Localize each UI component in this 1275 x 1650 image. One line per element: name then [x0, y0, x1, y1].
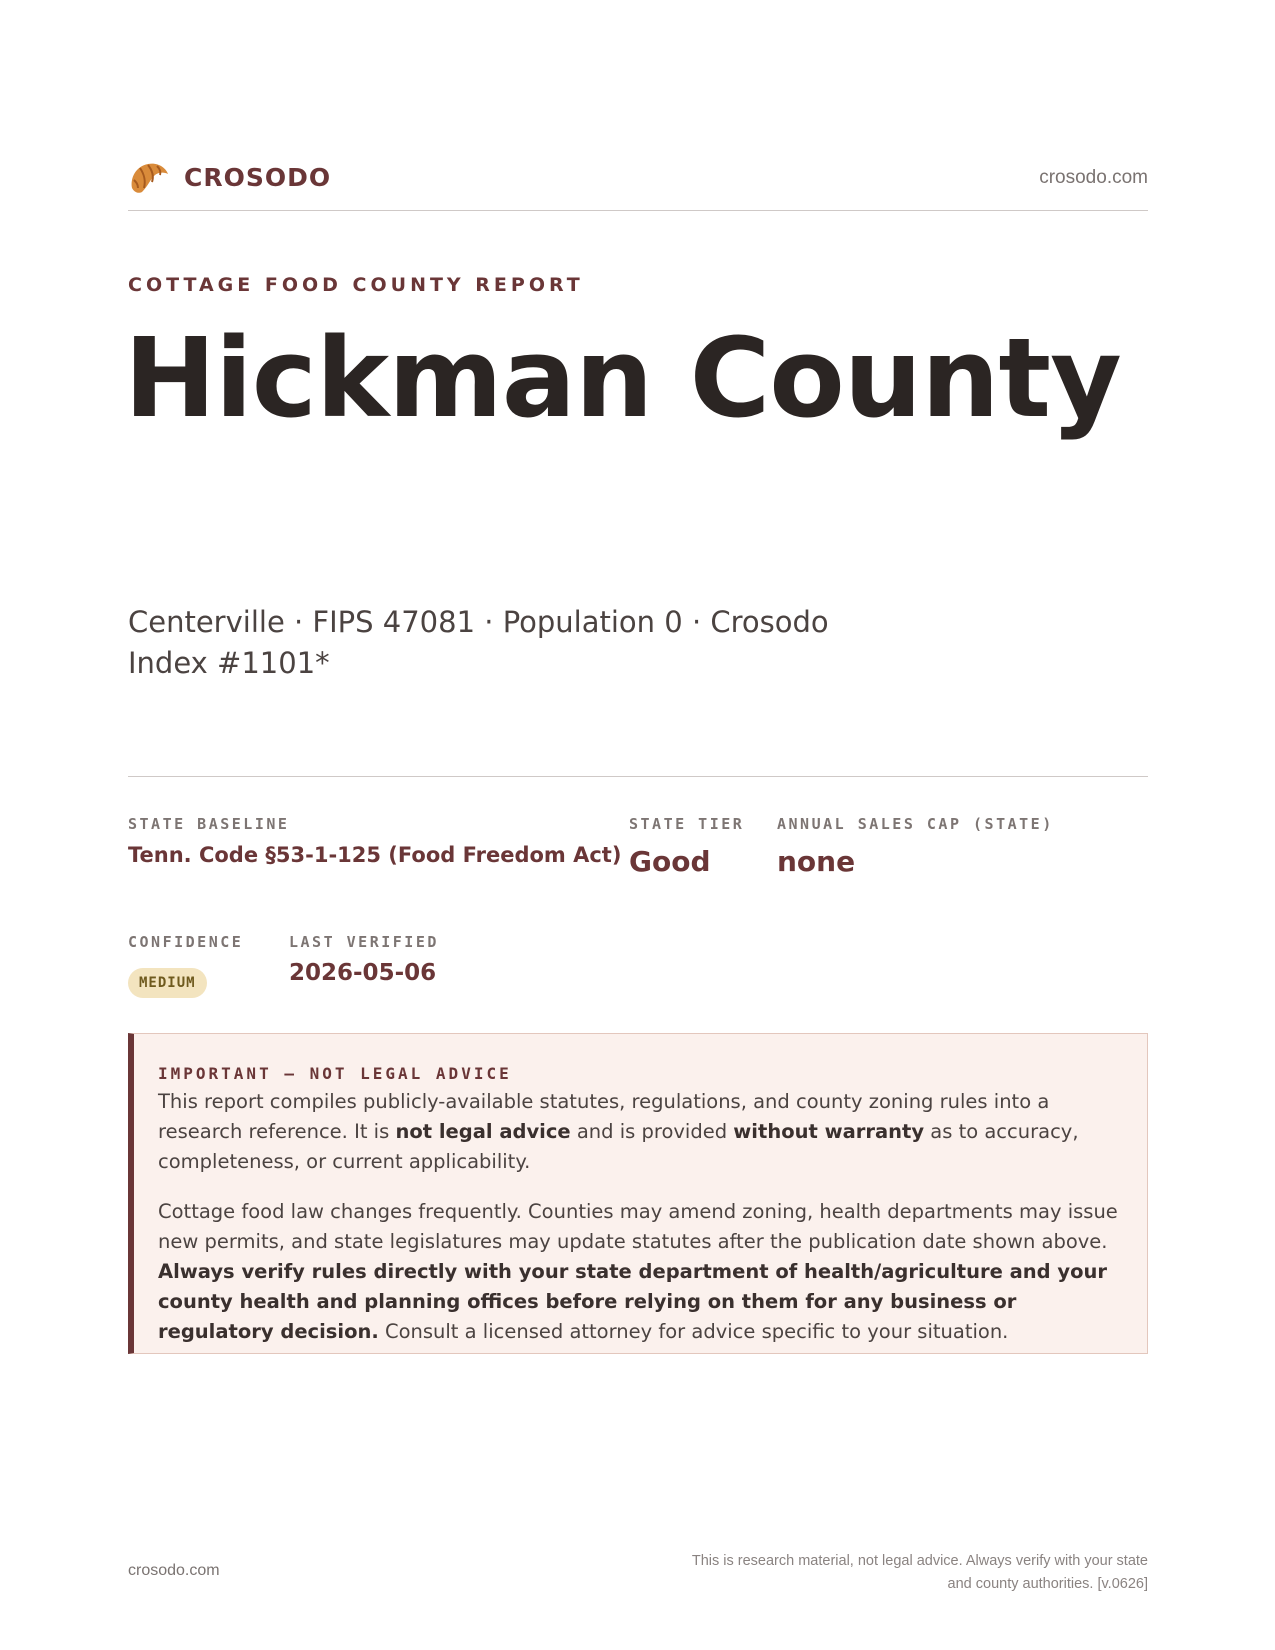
site-url-link[interactable]: crosodo.com	[1039, 167, 1148, 188]
last-verified-label: LAST VERIFIED	[289, 933, 439, 951]
report-eyebrow: COTTAGE FOOD COUNTY REPORT	[128, 274, 584, 296]
legal-notice	[128, 1033, 1148, 1354]
footer-disclaimer	[628, 1550, 1148, 1596]
notice-text: Cottage food law changes frequently. Counties may amend zoning, health departments may issue new permits, and state legislatures may update statutes after the publication date shown above.	[158, 1200, 1118, 1253]
brand-name: CROSODO	[184, 162, 332, 192]
page-title: Hickman County	[124, 314, 1121, 442]
report-page	[124, 0, 1148, 1650]
notice-emphasis: without warranty	[733, 1120, 925, 1143]
page-header	[128, 158, 1148, 210]
confidence-badge: MEDIUM	[128, 968, 207, 998]
footer-disclaimer-line-1: This is research material, not legal advice. Always verify with your state	[691, 1553, 1148, 1569]
sales-cap-label: ANNUAL SALES CAP (STATE)	[777, 815, 1054, 833]
section-divider	[128, 776, 1148, 777]
last-verified-value: 2026-05-06	[289, 960, 437, 986]
county-subtitle: Centerville · FIPS 47081 · Population 0 · Crosodo Index #1101*	[128, 605, 829, 680]
notice-text: as to accuracy, completeness, or current applicability.	[158, 1120, 1079, 1173]
notice-text: Consult a licensed attorney for advice specific to your situation.	[378, 1320, 1009, 1343]
footer-site-url[interactable]: crosodo.com	[128, 1562, 220, 1579]
header-divider	[128, 210, 1148, 211]
state-tier-value: Good	[629, 845, 711, 878]
croissant-icon	[128, 158, 170, 196]
sales-cap-value: none	[777, 845, 856, 878]
state-baseline-label: STATE BASELINE	[128, 815, 290, 833]
brand[interactable]	[128, 158, 331, 196]
footer-disclaimer-line-2: and county authorities. [v.0626]	[947, 1576, 1148, 1592]
notice-emphasis: Always verify rules directly with your state department of health/agriculture and your county health and planning offices before relying on them for any business or regulatory decision.	[158, 1260, 1108, 1343]
confidence-label: CONFIDENCE	[128, 933, 244, 951]
notice-text: and is provided	[570, 1120, 734, 1143]
state-baseline-value: Tenn. Code §53-1-125 (Food Freedom Act)	[128, 843, 622, 867]
notice-paragraph-2	[158, 1197, 1118, 1347]
notice-heading: IMPORTANT — NOT LEGAL ADVICE	[158, 1064, 512, 1083]
notice-text: This report compiles publicly-available statutes, regulations, and county zoning rules into a research reference. It is	[158, 1090, 1050, 1143]
state-tier-label: STATE TIER	[629, 815, 745, 833]
notice-emphasis: not legal advice	[395, 1120, 571, 1143]
notice-paragraph-1	[158, 1087, 1118, 1177]
